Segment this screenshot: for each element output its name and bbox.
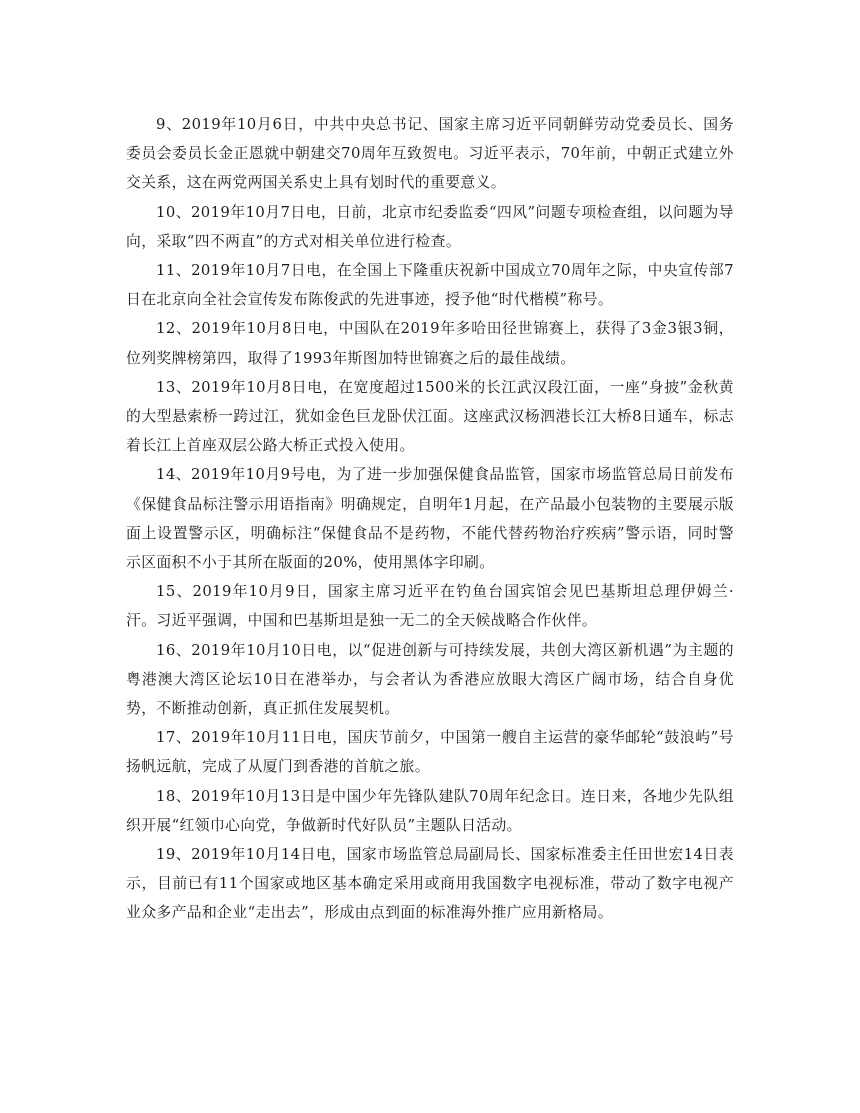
news-item-19: 19、2019年10月14日电，国家市场监管总局副局长、国家标准委主任田世宏14日表示，目前已有11个国家或地区基本确定采用或商用我国数字电视标准，带动了数字电视产业众多产品和企业“走出去”，形成由点到面的标准海外推广应用新格局。 — [126, 846, 734, 922]
document-body — [126, 110, 734, 928]
news-item-15: 15、2019年10月9日，国家主席习近平在钓鱼台国宾馆会见巴基斯坦总理伊姆兰·汗。习近平强调，中国和巴基斯坦是独一无二的全天候战略合作伙伴。 — [126, 583, 734, 630]
news-item-13: 13、2019年10月8日电，在宽度超过1500米的长江武汉段江面，一座“身披”金秋黄的大型悬索桥一跨过江，犹如金色巨龙卧伏江面。这座武汉杨泗港长江大桥8日通车，标志着长江上首座双层公路大桥正式投入使用。 — [126, 378, 734, 455]
news-item-12: 12、2019年10月8日电，中国队在2019年多哈田径世锦赛上，获得了3金3银3铜，位列奖牌榜第四，取得了1993年斯图加特世锦赛之后的最佳战绩。 — [126, 320, 734, 367]
news-item-11: 11、2019年10月7日电，在全国上下隆重庆祝新中国成立70周年之际，中央宣传部7日在北京向全社会宣传发布陈俊武的先进事迹，授予他“时代楷模”称号。 — [126, 262, 734, 309]
news-item-14: 14、2019年10月9号电，为了进一步加强保健食品监管，国家市场监管总局日前发布《保健食品标注警示用语指南》明确规定，自明年1月起，在产品最小包装物的主要展示版面上设置警示区，明确标注“保健食品不是药物，不能代替药物治疗疾病”警示语，同时警示区面积不小于其所在版面的20%，使用黑体字印刷。 — [126, 466, 734, 572]
news-item-17: 17、2019年10月11日电，国庆节前夕，中国第一艘自主运营的豪华邮轮“鼓浪屿”号扬帆远航，完成了从厦门到香港的首航之旅。 — [126, 729, 734, 776]
news-item-9: 9、2019年10月6日，中共中央总书记、国家主席习近平同朝鲜劳动党委员长、国务委员会委员长金正恩就中朝建交70周年互致贺电。习近平表示，70年前，中朝正式建立外交关系，这在两党两国关系史上具有划时代的重要意义。 — [126, 116, 734, 192]
news-item-16: 16、2019年10月10日电，以“促进创新与可持续发展，共创大湾区新机遇”为主题的粤港澳大湾区论坛10日在港举办，与会者认为香港应放眼大湾区广阔市场，结合自身优势，不断推动创新，真正抓住发展契机。 — [126, 641, 734, 718]
news-item-10: 10、2019年10月7日电，日前，北京市纪委监委“四风”问题专项检查组，以问题为导向，采取“四不两直”的方式对相关单位进行检查。 — [126, 203, 734, 250]
news-item-18: 18、2019年10月13日是中国少年先锋队建队70周年纪念日。连日来，各地少先队组织开展“红领巾心向党，争做新时代好队员”主题队日活动。 — [126, 787, 734, 834]
